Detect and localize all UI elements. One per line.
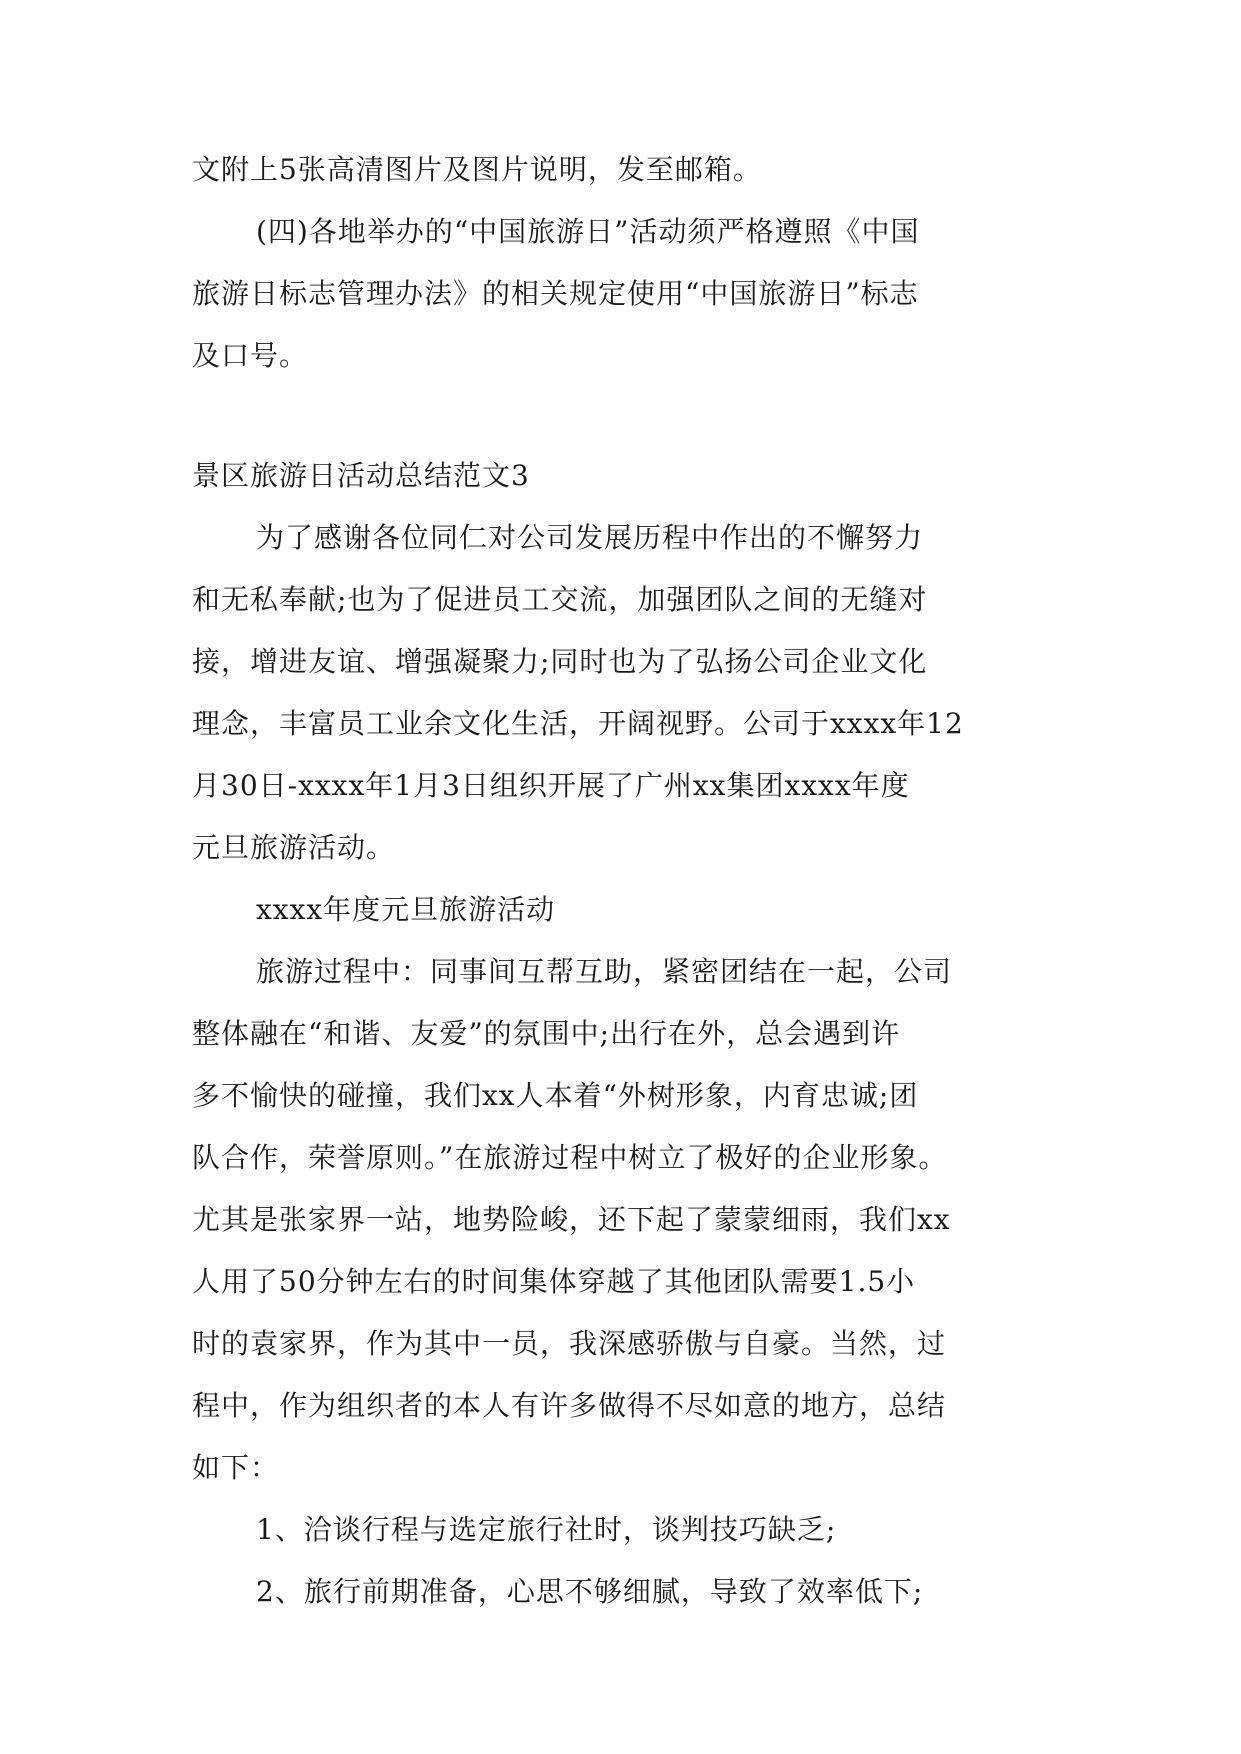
text-line: 多不愉快的碰撞，我们xx人本着“外树形象，内育忠诚;团 (192, 1079, 919, 1112)
text-line: 尤其是张家界一站，地势险峻，还下起了蒙蒙细雨，我们xx (192, 1203, 951, 1236)
text-line: 队合作，荣誉原则。”在旅游过程中树立了极好的企业形象。 (192, 1141, 948, 1174)
subheading: xxxx年度元旦旅游活动 (256, 893, 556, 926)
text-line: 时的袁家界，作为其中一员，我深感骄傲与自豪。当然，过 (192, 1327, 947, 1360)
text-line: 整体融在“和谐、友爱”的氛围中;出行在外，总会遇到许 (192, 1017, 901, 1050)
text-line: (四)各地举办的“中国旅游日”活动须严格遵照《中国 (256, 215, 920, 248)
text-line: 及口号。 (192, 339, 309, 372)
text-line: 旅游日标志管理办法》的相关规定使用“中国旅游日”标志 (192, 277, 919, 310)
text-line: 人用了50分钟左右的时间集体穿越了其他团队需要1.5小 (192, 1265, 916, 1298)
text-line: 程中，作为组织者的本人有许多做得不尽如意的地方，总结 (192, 1389, 947, 1422)
text-line: 接，增进友谊、增强凝聚力;同时也为了弘扬公司企业文化 (192, 645, 928, 678)
text-line: 理念，丰富员工业余文化生活，开阔视野。公司于xxxx年12 (192, 707, 964, 740)
document-page (192, 150, 1054, 1634)
list-item: 2、旅行前期准备，心思不够细腻，导致了效率低下; (256, 1575, 924, 1608)
text-line: 月30日-xxxx年1月3日组织开展了广州xx集团xxxx年度 (192, 769, 910, 802)
section-title: 景区旅游日活动总结范文3 (192, 459, 530, 492)
text-line: 旅游过程中：同事间互帮互助，紧密团结在一起，公司 (256, 955, 953, 988)
text-line: 如下： (192, 1451, 280, 1484)
text-line: 为了感谢各位同仁对公司发展历程中作出的不懈努力 (256, 521, 924, 554)
text-line: 和无私奉献;也为了促进员工交流，加强团队之间的无缝对 (192, 583, 928, 616)
text-line: 文附上5张高清图片及图片说明，发至邮箱。 (192, 153, 762, 186)
list-item: 1、洽谈行程与选定旅行社时，谈判技巧缺乏; (256, 1513, 837, 1546)
text-line: 元旦旅游活动。 (192, 831, 396, 864)
